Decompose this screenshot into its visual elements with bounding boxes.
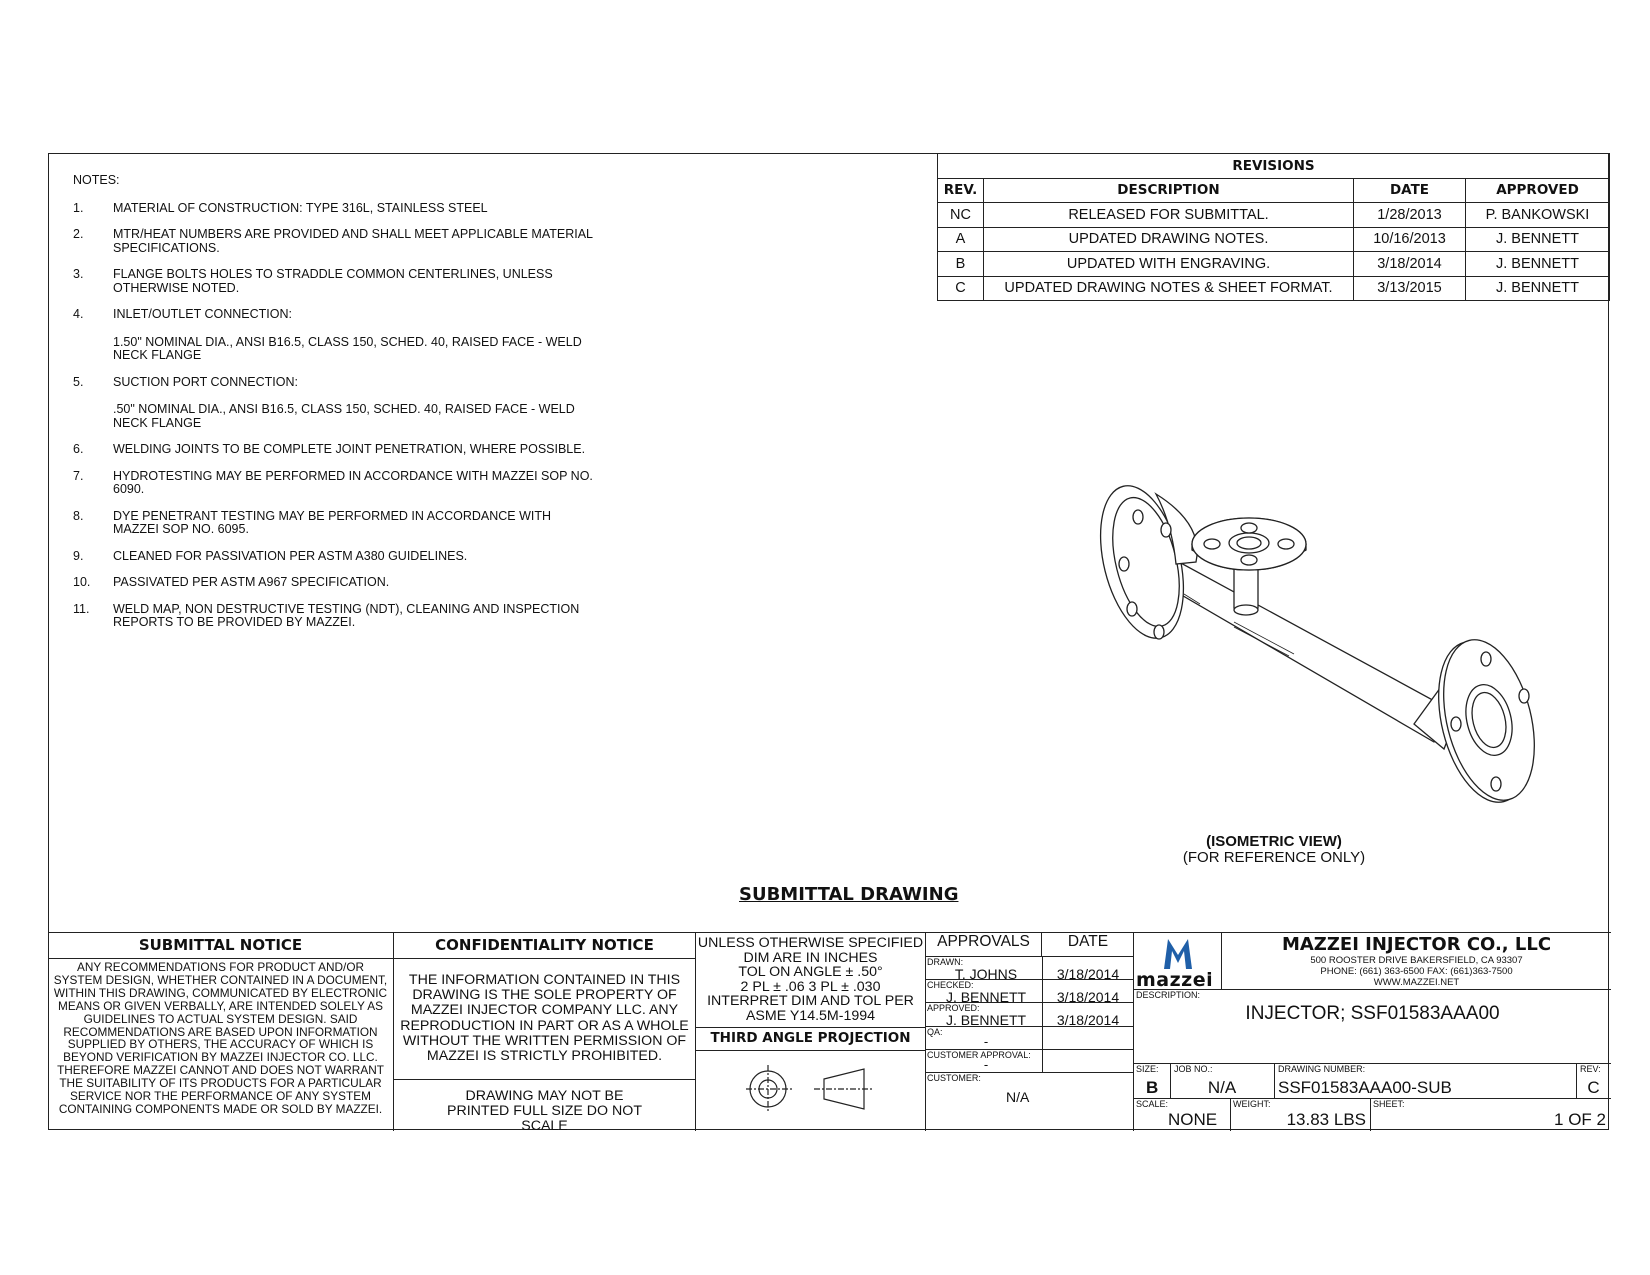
submittal-notice-header: SUBMITTAL NOTICE — [138, 936, 303, 954]
note-item — [73, 603, 593, 630]
rev-description-cell: UPDATED DRAWING NOTES. — [984, 227, 1354, 252]
note-number: 9. — [73, 548, 84, 563]
note-text: WELDING JOINTS TO BE COMPLETE JOINT PENETRATION, WHERE POSSIBLE. — [113, 442, 586, 456]
rev-cell: NC — [938, 203, 984, 228]
tolerance-line-1: UNLESS OTHERWISE SPECIFIED — [697, 935, 924, 951]
approvals-cell — [926, 933, 1134, 1131]
sheet-size: B — [1146, 1078, 1159, 1097]
note-number: 10. — [73, 575, 91, 589]
revision-letter: C — [1587, 1078, 1600, 1097]
notes-list — [73, 202, 593, 630]
note-item — [73, 510, 593, 537]
note-item — [73, 308, 593, 363]
drawing-number-label: DRAWING NUMBER: — [1278, 1064, 1366, 1074]
note-text-block — [113, 510, 593, 537]
company-block — [1134, 933, 1611, 1131]
qa-value: - — [983, 1034, 989, 1049]
note-text-block — [113, 268, 593, 295]
rev-description-cell: UPDATED WITH ENGRAVING. — [984, 252, 1354, 277]
note-text-block — [113, 550, 593, 564]
third-angle-projection-symbol — [746, 1059, 876, 1119]
revision-row — [938, 227, 1610, 252]
description-col-header: DESCRIPTION — [984, 178, 1354, 203]
revision-row — [938, 252, 1610, 277]
third-angle-projection-label: THIRD ANGLE PROJECTION — [710, 1030, 911, 1046]
description-label: DESCRIPTION: — [1136, 990, 1201, 1000]
note-text-block — [113, 202, 593, 216]
qa-label: QA: — [927, 1027, 943, 1037]
job-number: N/A — [1207, 1078, 1237, 1097]
note-text-block — [113, 470, 593, 497]
approved-by: J. BENNETT — [945, 1012, 1027, 1028]
note-text: DYE PENETRANT TESTING MAY BE PERFORMED IN ACCORDANCE WITH MAZZEI SOP NO. 6095. — [113, 508, 552, 536]
part-description: INJECTOR; SSF01583AAA00 — [1245, 1003, 1500, 1024]
note-item — [73, 470, 593, 497]
date-col-header: DATE — [1354, 178, 1466, 203]
approved-col-header: APPROVED — [1466, 178, 1610, 203]
note-number: 6. — [73, 442, 84, 456]
note-item — [73, 550, 593, 564]
revision-row — [938, 203, 1610, 228]
tolerance-line-5: INTERPRET DIM AND TOL PER — [707, 993, 914, 1010]
checked-date: 3/18/2014 — [1056, 989, 1120, 1005]
note-number: 3. — [73, 267, 84, 281]
confidentiality-notice-text: THE INFORMATION CONTAINED IN THIS DRAWING IS THE SOLE PROPERTY OF MAZZEI INJECTOR COMPANY LLC. ANY REPRODUCTION IN PART OR AS A WHOLE WITHOUT THE WRITTEN PERMISSION OF MAZZEI IS STRICTLY PROHIBITED. — [400, 972, 689, 1065]
note-item — [73, 268, 593, 295]
rev-approved-cell: J. BENNETT — [1466, 227, 1610, 252]
rev-cell: A — [938, 227, 984, 252]
rev-label: REV: — [1580, 1064, 1601, 1074]
note-text-block — [113, 443, 593, 457]
note-text: WELD MAP, NON DESTRUCTIVE TESTING (NDT), CLEANING AND INSPECTION REPORTS TO BE PROVIDED BY MAZZEI. — [113, 601, 580, 629]
tolerance-line-2: DIM ARE IN INCHES — [743, 949, 878, 966]
sheet-number: 1 OF 2 — [1554, 1110, 1606, 1129]
notes-header: NOTES: — [73, 173, 120, 187]
revisions-table — [937, 153, 1610, 301]
rev-col-header: REV. — [938, 178, 984, 203]
drawn-date: 3/18/2014 — [1056, 966, 1120, 982]
tolerance-line-3: TOL ON ANGLE ± .50° — [738, 964, 883, 981]
weight-value: 13.83 LBS — [1286, 1110, 1366, 1129]
note-text-block — [113, 228, 593, 255]
confidentiality-notice-cell — [394, 933, 696, 1134]
scale-value: NONE — [1168, 1110, 1218, 1129]
rev-description-cell: RELEASED FOR SUBMITTAL. — [984, 203, 1354, 228]
rev-description-cell: UPDATED DRAWING NOTES & SHEET FORMAT. — [984, 276, 1354, 301]
note-number: 8. — [73, 508, 84, 523]
note-text: MTR/HEAT NUMBERS ARE PROVIDED AND SHALL MEET APPLICABLE MATERIAL SPECIFICATIONS. — [113, 227, 593, 255]
rev-cell: B — [938, 252, 984, 277]
drawn-label: DRAWN: — [927, 957, 964, 967]
note-item — [73, 443, 593, 457]
approvals-date-header: DATE — [1067, 933, 1109, 950]
checked-by: J. BENNETT — [945, 989, 1027, 1005]
checked-label: CHECKED: — [927, 980, 974, 990]
note-item — [73, 376, 593, 431]
notes-section — [73, 174, 593, 643]
print-scale-note: DRAWING MAY NOT BE PRINTED FULL SIZE DO NOT SCALE — [447, 1088, 642, 1134]
company-phone: PHONE: (661) 363-6500 FAX: (661)363-7500 — [1320, 966, 1513, 977]
note-text-block — [113, 376, 593, 431]
company-name: MAZZEI INJECTOR CO., LLC — [1281, 934, 1552, 955]
note-text-block — [113, 308, 593, 363]
note-text: SUCTION PORT CONNECTION: — [113, 374, 298, 389]
title-block — [48, 932, 1611, 1134]
note-number: 2. — [73, 227, 84, 241]
mazzei-logo-icon — [1134, 933, 1222, 973]
rev-date-cell: 3/18/2014 — [1354, 252, 1466, 277]
rev-approved-cell: J. BENNETT — [1466, 252, 1610, 277]
rev-date-cell: 10/16/2013 — [1354, 227, 1466, 252]
rev-date-cell: 1/28/2013 — [1354, 203, 1466, 228]
reference-only-label: (FOR REFERENCE ONLY) — [1182, 849, 1366, 866]
note-item — [73, 576, 593, 590]
submittal-notice-text: ANY RECOMMENDATIONS FOR PRODUCT AND/OR SYSTEM DESIGN, WHETHER CONTAINED IN A DOCUMENT, WITHIN THIS DRAWING, COMMUNICATED BY ELECTRONIC MEANS OR GIVEN VERBALLY, ARE INTENDED SOLELY AS GUIDELINES TO ACTUAL SYSTEM DESIGN. SAID RECOMMENDATIONS ARE BASED UPON INFORMATION SUPPLIED BY OTHERS, THE ACCURACY OF WHICH IS BEYOND VERIFICATION BY MAZZEI INJECTOR CO. LLC. THEREFORE MAZZEI CANNOT AND DOES NOT WARRANT THE SUITABILITY OF ITS PRODUCTS FOR A PARTICULAR SERVICE NOR THE PERFORMANCE OF ANY SYSTEM CONTAINING COMPONENTS MADE OR SOLD BY MAZZEI. — [53, 960, 388, 1116]
customer-value: N/A — [1006, 1089, 1030, 1105]
approved-label: APPROVED: — [927, 1003, 980, 1013]
sheet-label: SHEET: — [1373, 1099, 1405, 1109]
confidentiality-notice-header: CONFIDENTIALITY NOTICE — [435, 936, 654, 954]
isometric-view-caption — [1179, 834, 1369, 866]
revision-row — [938, 276, 1610, 301]
company-info — [1222, 933, 1611, 988]
note-item — [73, 202, 593, 216]
logo-wordmark: mazzei — [1136, 969, 1214, 991]
isometric-injector-drawing — [1084, 484, 1544, 834]
note-text: PASSIVATED PER ASTM A967 SPECIFICATION. — [113, 575, 390, 589]
company-address: 500 ROOSTER DRIVE BAKERSFIELD, CA 93307 — [1310, 955, 1523, 966]
submittal-notice-cell — [48, 933, 394, 1131]
company-website: WWW.MAZZEI.NET — [1373, 977, 1460, 988]
revisions-title: REVISIONS — [938, 154, 1610, 179]
drawing-number: SSF01583AAA00-SUB — [1278, 1078, 1452, 1097]
job-number-label: JOB NO.: — [1174, 1064, 1213, 1074]
note-subtext: 1.50" NOMINAL DIA., ANSI B16.5, CLASS 150, SCHED. 40, RAISED FACE - WELD NECK FLANGE — [113, 334, 582, 362]
rev-approved-cell: J. BENNETT — [1466, 276, 1610, 301]
approved-date: 3/18/2014 — [1056, 1012, 1120, 1028]
note-number: 4. — [73, 307, 84, 321]
rev-cell: C — [938, 276, 984, 301]
drawn-by: T. JOHNS — [954, 966, 1018, 982]
tolerance-block — [696, 933, 925, 1024]
note-text-block — [113, 603, 593, 630]
note-number: 7. — [73, 468, 84, 483]
note-number: 11. — [73, 601, 90, 616]
size-label: SIZE: — [1136, 1064, 1159, 1074]
note-text-block — [113, 576, 593, 590]
customer-label: CUSTOMER: — [927, 1073, 981, 1083]
note-number: 5. — [73, 374, 84, 389]
isometric-view-label: (ISOMETRIC VIEW) — [1206, 833, 1342, 850]
note-text: HYDROTESTING MAY BE PERFORMED IN ACCORDANCE WITH MAZZEI SOP NO. 6090. — [113, 468, 593, 496]
scale-label: SCALE: — [1136, 1099, 1169, 1109]
customer-approval-label: CUSTOMER APPROVAL: — [927, 1050, 1031, 1060]
tolerance-line-4: 2 PL ± .06 3 PL ± .030 — [740, 978, 881, 995]
rev-date-cell: 3/13/2015 — [1354, 276, 1466, 301]
customer-approval-value: - — [983, 1057, 989, 1072]
note-text: INLET/OUTLET CONNECTION: — [113, 307, 292, 321]
note-number: 1. — [73, 200, 84, 215]
mazzei-logo — [1134, 933, 1222, 989]
approvals-header: APPROVALS — [926, 933, 1042, 956]
tolerance-cell — [696, 933, 926, 1131]
note-text: FLANGE BOLTS HOLES TO STRADDLE COMMON CENTERLINES, UNLESS OTHERWISE NOTED. — [113, 267, 553, 295]
drawing-sheet — [48, 153, 1609, 1134]
tolerance-line-6: ASME Y14.5M-1994 — [745, 1007, 876, 1024]
note-text: CLEANED FOR PASSIVATION PER ASTM A380 GUIDELINES. — [113, 548, 468, 563]
note-subtext: .50" NOMINAL DIA., ANSI B16.5, CLASS 150, SCHED. 40, RAISED FACE - WELD NECK FLANGE — [113, 402, 575, 430]
note-text: MATERIAL OF CONSTRUCTION: TYPE 316L, STAINLESS STEEL — [113, 200, 488, 215]
weight-label: WEIGHT: — [1233, 1099, 1271, 1109]
submittal-drawing-title: SUBMITTAL DRAWING — [739, 884, 959, 905]
rev-approved-cell: P. BANKOWSKI — [1466, 203, 1610, 228]
note-item — [73, 228, 593, 255]
